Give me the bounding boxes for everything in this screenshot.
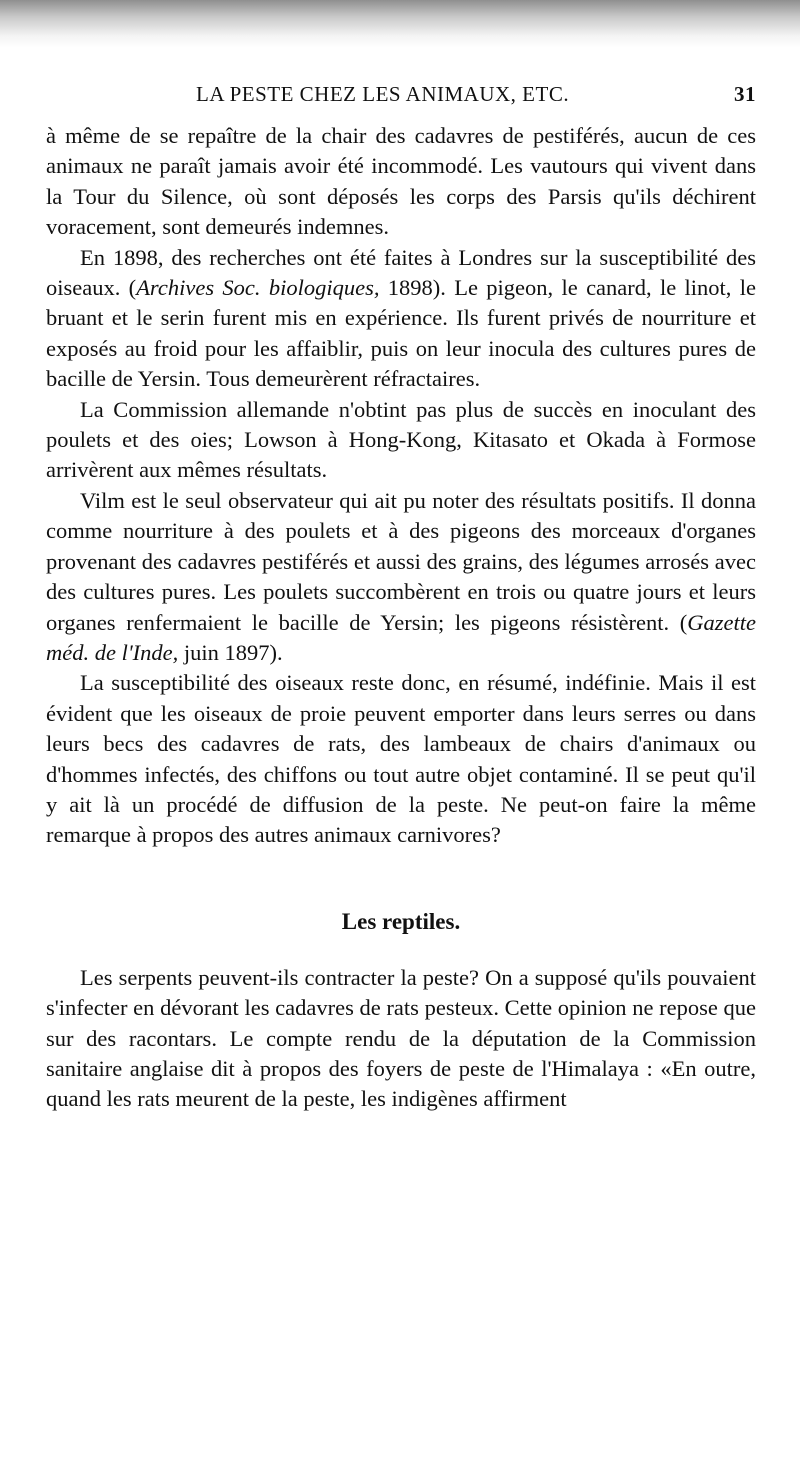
book-page [46, 82, 756, 1115]
page-number: 31 [734, 82, 756, 106]
paragraph-text: En 1898, des recherches ont été faites à Londres sur la susceptibilité des oiseaux. ( [46, 244, 756, 301]
paragraph-text: 1898). Le pigeon, le canard, le linot, le bruant et le serin furent mis en expérience. Ils furent privés de nourriture et exposés au froid pour les affaiblir, puis on leur inocula des cultures pures de bacille de Yersin. Tous demeurèrent réfractaires. [46, 275, 756, 392]
paragraph-vultures [46, 121, 756, 243]
paragraph-text: juin 1897). [178, 639, 283, 665]
paragraph-text: Les serpents peuvent-ils contracter la peste? On a supposé qu'ils pouvaient s'infecter en dévorant les cadavres de rats pesteux. Cette opinion ne repose que sur des racontars. Le compte rendu de la députation de la Commission sanitaire anglaise dit à propos des foyers de peste de l'Himalaya : «En outre, quand les rats meurent de la peste, les indigènes affirment [46, 964, 756, 1112]
paragraph-vilm [46, 486, 756, 668]
section-heading: Les reptiles. [341, 908, 461, 934]
paragraph-susceptibility [46, 668, 756, 850]
paragraph-london-research [46, 243, 756, 395]
running-head [46, 82, 756, 107]
citation-italic: Archives Soc. biologiques, [136, 275, 380, 301]
paragraph-text: La Commission allemande n'obtint pas plus de succès en inoculant des poulets et des oies; Lowson à Hong-Kong, Kitasato et Okada à Formose arrivèrent aux mêmes résultats. [46, 396, 756, 483]
paragraph-text: à même de se repaître de la chair des cadavres de pestiférés, aucun de ces animaux ne paraît jamais avoir été incommodé. Les vautours qui vivent dans la Tour du Silence, où sont déposés les corps des Parsis qu'ils déchirent voracement, sont demeurés indemnes. [46, 123, 756, 240]
citation-italic: Gazette méd. de l'Inde, [46, 609, 756, 665]
running-title: LA PESTE CHEZ LES ANIMAUX, ETC. [196, 82, 570, 106]
paragraph-text: La susceptibilité des oiseaux reste donc, en résumé, indéfinie. Mais il est évident que les oiseaux de proie peuvent emporter dans leurs serres ou dans leurs becs des cadavres de rats, des lambeaux de chairs d'animaux ou d'hommes infectés, des chiffons ou tout autre objet contaminé. Il se peut qu'il y ait là un procédé de diffusion de la peste. Ne peut-on faire la même remarque à propos des autres animaux carnivores? [46, 670, 756, 848]
paragraph-serpents [46, 963, 756, 1115]
paragraph-text: Vilm est le seul observateur qui ait pu noter des résultats positifs. Il donna comme nourriture à des poulets et à des pigeons des morceaux d'organes provenant des cadavres pestiférés et aussi des grains, des légumes arrosés avec des cultures pures. Les poulets succombèrent en trois ou quatre jours et leurs organes renfermaient le bacille de Yersin; les pigeons résistèrent. ( [46, 487, 756, 635]
scan-shadow [0, 0, 800, 48]
paragraph-german-commission [46, 395, 756, 486]
